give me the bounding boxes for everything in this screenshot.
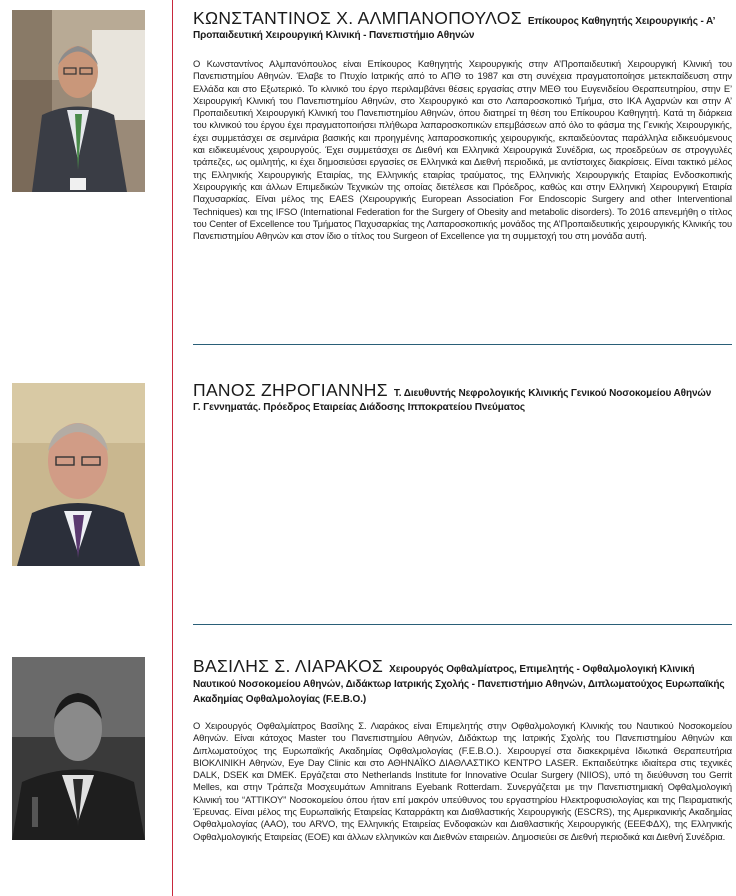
speaker-name: ΒΑΣΙΛΗΣ Σ. ΛΙΑΡΑΚΟΣ — [193, 656, 384, 676]
vertical-divider-line — [172, 0, 173, 896]
speaker-title-line2: Προπαιδευτική Χειρουργική Κλινική - Πανεπιστήμιο Αθηνών — [193, 30, 475, 41]
speaker-entry-zirogiannis — [193, 381, 732, 415]
speaker-name: ΠΑΝΟΣ ΖΗΡΟΓΙΑΝΝΗΣ — [193, 380, 388, 400]
portrait-photo-albanopoulos — [12, 10, 145, 192]
speaker-header — [193, 657, 732, 707]
portrait-photo-zirogiannis — [12, 383, 145, 566]
speaker-title: Χειρουργός Οφθαλμίατρος, Επιμελητής - Οφθαλμολογική Κλινική Ναυτικού Νοσοκομείου Αθηνών, Διδάκτωρ Ιατρικής Σχολής - Πανεπιστήμιο Αθηνών, Διπλωματούχος Ευρωπαϊκής Ακαδημίας Οφθαλμολογίας (F.E.B.O.) — [193, 664, 725, 705]
section-separator — [193, 344, 732, 345]
speaker-entry-liarakos — [193, 657, 732, 843]
speaker-bio: Ο Χειρουργός Οφθαλμίατρος Βασίλης Σ. Λιαράκος είναι Επιμελητής στην Οφθαλμολογική Κλινικής του Ναυτικού Νοσοκομείου Αθηνών. Είναι κάτοχος Master του Πανεπιστημίου Αθηνών, Διδάκτωρ της Ιατρικής Σχολής του Πανεπιστημίου Αθηνών και Διπλωματούχος της Ευρωπαϊκής Ακαδημίας Οφθαλμολογίας (F.E.B.O.). Χειρουργεί στα διακεκριμένα Ιδιωτικά Θεραπευτήρια ΒΙΟΚΛΙΝΙΚΗ Αθηνών, Eye Day Clinic και στο ΑΘΗΝΑΪΚΟ ΔΙΑΘΛΑΣΤΙΚΟ ΚΕΝΤΡΟ LASER. Εκπαιδεύτηκε ιδιαίτερα στις τεχνικές DALK, DSEK και DMEK. Εργάζεται στο Netherlands Institute for Innovative Ocular Surgery (NIIOS), υπό τη διεύθυνση του Gerrit Melles, και στην Τράπεζα Μοσχευμάτων Amnitrans Eyebank Rotterdam. Συνεργάζεται με την Πανεπιστημιακή Οφθαλμολογική Κλινική του “ΑΤΤΙΚΟΥ” Νοσοκομείου όπου ήταν επί μακρόν υπεύθυνος του εργαστηρίου Ηλεκτροφυσιολογίας και της Πειραματικής Έρευνας. Είναι μέλος της Ευρωπαϊκής Εταιρείας Καταρράκτη και Διαθλαστικής Χειρουργικής (ESCRS), της Αμερικανικής Ακαδημίας Οφθαλμολογίας (AAO), του ARVO, της Ελληνικής Εταιρείας Ενδοφακών και Διαθλαστικής Χειρουργικής (ΕΕΕΦΔΧ), της Ελληνικής Οφθαλμολογικής Εταιρείας (ΕΟΕ) και άλλων ελληνικών και Διεθνών εταιρειών. Δημοσιεύει σε Διεθνή περιοδικά και Διεθνή Συνέδρια. — [193, 720, 732, 842]
section-separator — [193, 624, 732, 625]
speaker-name: ΚΩΝΣΤΑΝΤΙΝΟΣ Χ. ΑΛΜΠΑΝΟΠΟΥΛΟΣ — [193, 8, 522, 28]
speaker-title-line1: Τ. Διευθυντής Νεφρολογικής Κλινικής Γενικού Νοσοκομείου Αθηνών — [393, 388, 712, 399]
portrait-photo-liarakos — [12, 657, 145, 840]
speaker-title-line1: Επίκουρος Καθηγητής Χειρουργικής - Α’ — [527, 16, 716, 27]
speaker-header — [193, 9, 732, 43]
speaker-entry-albanopoulos — [193, 9, 732, 242]
speaker-title-line2: Γ. Γεννηματάς. Πρόεδρος Εταιρείας Διάδοσης Ιπποκρατείου Πνεύματος — [193, 402, 526, 413]
speaker-header — [193, 381, 732, 415]
speaker-bio: Ο Κωνσταντίνος Αλμπανόπουλος είναι Επίκουρος Καθηγητής Χειρουργικής στην Α’Προπαιδευτική Χειρουργική Κλινική του Πανεπιστημίου Αθηνών. Έλαβε το Πτυχίο Ιατρικής από το ΑΠΘ το 1987 και στη συνέχεια πραγματοποίησε μετεκπαίδευση στην Ελλάδα και στο Εξωτερικό. Το κλινικό του έργο περιλαμβάνει θέσεις εργασίας στην ΜΕΘ του Ευγενιδείου Θεραπευτηρίου, στην Ε’ Χειρουργική Κλινική του Πανεπιστημίου Αθηνών, στο Χειρουργικό και στο Λαπαροσκοπικό Τμήμα, στο ΙΚΑ Αχαρνών και στην Α’ Προπαιδευτική Χειρουργική Κλινική του Πανεπιστημίου Αθηνών, όπου διατηρεί τη θέση του Επίκουρου Καθηγητή. Κατά τη διάρκεια του κλινικού του έργου έχει πραγματοποιήσει πλήθωρα λαπαροσκοπικών επεμβάσεων από όλο το φάσμα της Γενικής Χειρουργικής, έχει συμμετάσχει σε σεμινάρια βασικής και προηγμένης λαπαροσκοπικής χειρουργικής, εκπαιδεύοντας παράλληλα ειδικευόμενους και ειδικευμένους χειρουργούς. Έχει συμμετάσχει σε Διεθνή και Ελληνικά Χειρουργικά Συνέδρια, ως προεδρεύων σε στρογγυλές τράπεζες, ως ομιλητής, κι έχει δημοσιεύσει εργασίες σε Ελληνικά και Διεθνή περιοδικά, με αντίστοιχες διακρίσεις. Είναι τακτικό μέλος της Ελληνικής Χειρουργικής Εταιρίας, της Ελληνικής εταιρίας τραύματος, της Ελληνικής Χειρουργικής Εταιρίας Ενδοσκοπικής Χειρουργικής και άλλων Επιμεδικών Τεχνικών της οποίας διετέλεσε και Πρόεδρος, καθώς και στην Ελληνική Χειρουργική Εταιρία Παχυσαρκίας. Είναι μέλος της EAES (Χειρουργικής European Association For Endoscopic Surgery and other Interventional Techniques) και της IFSO (International Federation for the Surgery of Obesity and metabolic disorders). Το 2016 απενεμήθη ο τίτλος του Center of Excellence του Τμήματος Παχυσαρκίας της Λαπαροσκοπικής μονάδος της Α’Προπαιδευτικής χειρουργικής Κλινικής του Πανεπιστημίου Αθηνών και στον ίδιο ο τίτλος του Surgeon of Excellence για τη συμμετοχή του στη μονάδα αυτή. — [193, 58, 732, 242]
